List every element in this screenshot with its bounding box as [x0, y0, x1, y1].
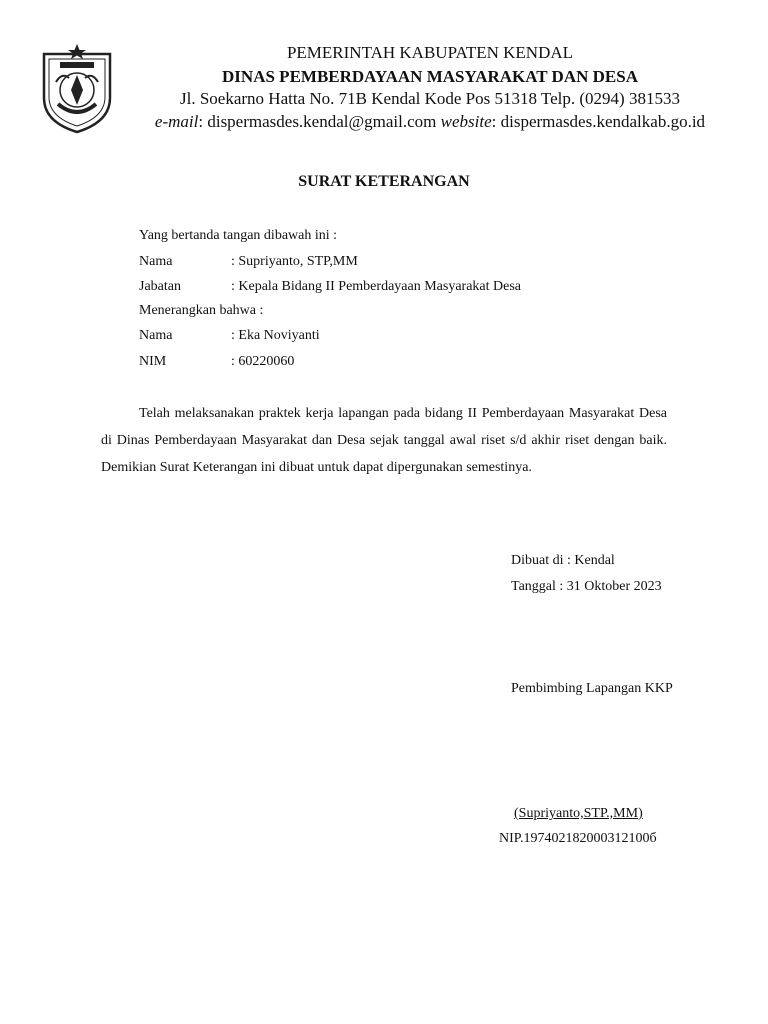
letterhead-address: Jl. Soekarno Hatta No. 71B Kendal Kode Pos 51318 Telp. (0294) 381533 — [180, 89, 680, 108]
email-address: dispermasdes.kendal@gmail.com — [207, 112, 437, 131]
document-title: SURAT KETERANGAN — [298, 173, 470, 190]
letterhead-government: PEMERINTAH KABUPATEN KENDAL — [286, 43, 574, 62]
website-label: website — [440, 112, 492, 131]
subject-nim-value: : 60220060 — [231, 354, 295, 369]
website-address: dispermasdes.kendalkab.go.id — [500, 112, 706, 131]
intro-text: Yang bertanda tangan dibawah ini : — [139, 228, 338, 243]
body-paragraph — [101, 400, 667, 482]
signer-role: Pembimbing Lapangan KKP — [511, 681, 673, 696]
signer-position-label: Jabatan — [139, 279, 181, 294]
signer-name-label: Nama — [139, 254, 173, 269]
letterhead-contact: e-mail: dispermasdes.kendal@gmail.com website: dispermasdes.kendalkab.go.id — [154, 112, 706, 131]
date-text: Tanggal : 31 Oktober 2023 — [511, 579, 662, 594]
place-text: Dibuat di : Kendal — [511, 553, 615, 568]
signature-nip: NIP.197402182000312100б — [499, 831, 657, 846]
signer-position-value: : Kepala Bidang II Pemberdayaan Masyarakat Desa — [231, 279, 521, 294]
subject-nim-label: NIM — [139, 354, 167, 369]
signer-name-value: : Supriyanto, STP,MM — [231, 254, 358, 269]
body-text: Telah melaksanakan praktek kerja lapangan pada bidang II Pemberdayaan Masyarakat Desa di Dinas Pemberdayaan Masyarakat dan Desa sejak tanggal awal riset s/d akhir riset dengan baik. Demikian Surat Keterangan ini dibuat untuk dapat dipergunakan semestinya. — [101, 406, 667, 476]
letterhead-agency: DINAS PEMBERDAYAAN MASYARAKAT DAN DESA — [222, 67, 638, 86]
subject-name-label: Nama — [139, 328, 173, 343]
signature-name: (Supriyanto,STP.,MM) — [514, 806, 643, 821]
email-label: e-mail — [154, 112, 199, 131]
states-text: Menerangkan bahwa : — [139, 303, 264, 318]
regency-logo — [36, 42, 118, 134]
subject-name-value: : Eka Noviyanti — [231, 328, 320, 343]
